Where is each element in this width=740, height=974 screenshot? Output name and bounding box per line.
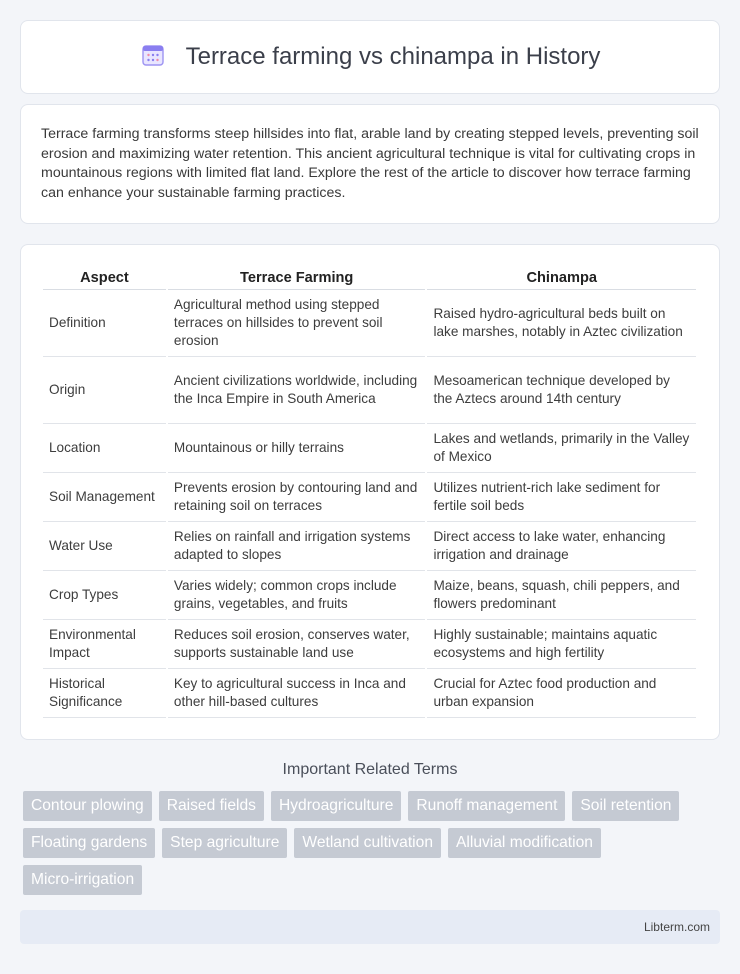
terrace-cell: Varies widely; common crops include grains, vegetables, and fruits xyxy=(167,570,427,619)
comparison-table xyxy=(43,265,698,718)
table-row xyxy=(43,570,697,619)
aspect-cell: Crop Types xyxy=(43,570,167,619)
terrace-cell: Relies on rainfall and irrigation systems adapted to slopes xyxy=(167,521,427,570)
tag-micro-irrigation[interactable]: Micro-irrigation xyxy=(23,865,142,895)
table-row xyxy=(43,356,697,423)
terrace-cell: Reduces soil erosion, conserves water, supports sustainable land use xyxy=(167,619,427,668)
table-row xyxy=(43,668,697,717)
chinampa-cell: Utilizes nutrient-rich lake sediment for fertile soil beds xyxy=(426,472,697,521)
aspect-cell: Water Use xyxy=(43,521,167,570)
tag-alluvial-modification[interactable]: Alluvial modification xyxy=(448,828,601,858)
tag-runoff-management[interactable]: Runoff management xyxy=(408,791,565,821)
aspect-cell: Origin xyxy=(43,356,167,423)
chinampa-cell: Lakes and wetlands, primarily in the Valley of Mexico xyxy=(426,423,697,472)
tag-contour-plowing[interactable]: Contour plowing xyxy=(23,791,152,821)
header-card xyxy=(20,20,720,94)
header-aspect: Aspect xyxy=(43,265,167,289)
tag-floating-gardens[interactable]: Floating gardens xyxy=(23,828,155,858)
chinampa-cell: Direct access to lake water, enhancing irrigation and drainage xyxy=(426,521,697,570)
terrace-cell: Prevents erosion by contouring land and retaining soil on terraces xyxy=(167,472,427,521)
aspect-cell: Environmental Impact xyxy=(43,619,167,668)
header-chinampa: Chinampa xyxy=(426,265,697,289)
calendar-icon xyxy=(140,42,166,73)
footer xyxy=(20,910,720,944)
aspect-cell: Location xyxy=(43,423,167,472)
tag-step-agriculture[interactable]: Step agriculture xyxy=(162,828,287,858)
intro-card xyxy=(20,104,720,224)
related-terms-title: Important Related Terms xyxy=(282,761,458,778)
header-terrace-farming: Terrace Farming xyxy=(167,265,427,289)
chinampa-cell: Raised hydro-agricultural beds built on lake marshes, notably in Aztec civilization xyxy=(426,289,697,356)
table-row xyxy=(43,289,697,356)
terrace-cell: Ancient civilizations worldwide, including the Inca Empire in South America xyxy=(167,356,427,423)
table-row xyxy=(43,521,697,570)
aspect-cell: Soil Management xyxy=(43,472,167,521)
tag-soil-retention[interactable]: Soil retention xyxy=(572,791,679,821)
terrace-cell: Key to agricultural success in Inca and other hill-based cultures xyxy=(167,668,427,717)
chinampa-cell: Maize, beans, squash, chili peppers, and flowers predominant xyxy=(426,570,697,619)
related-terms-list xyxy=(23,791,723,895)
tag-hydroagriculture[interactable]: Hydroagriculture xyxy=(271,791,401,821)
terrace-cell: Mountainous or hilly terrains xyxy=(167,423,427,472)
aspect-cell: Historical Significance xyxy=(43,668,167,717)
table-row xyxy=(43,423,697,472)
table-row xyxy=(43,619,697,668)
page-title: Terrace farming vs chinampa in History xyxy=(185,43,601,70)
title-wrap xyxy=(140,42,601,73)
chinampa-cell: Crucial for Aztec food production and urban expansion xyxy=(426,668,697,717)
terrace-cell: Agricultural method using stepped terraces on hillsides to prevent soil erosion xyxy=(167,289,427,356)
table-header-row xyxy=(43,265,697,289)
tag-wetland-cultivation[interactable]: Wetland cultivation xyxy=(294,828,441,858)
table-row xyxy=(43,472,697,521)
tag-raised-fields[interactable]: Raised fields xyxy=(159,791,264,821)
aspect-cell: Definition xyxy=(43,289,167,356)
comparison-table-card xyxy=(20,244,720,740)
intro-text: Terrace farming transforms steep hillsides into flat, arable land by creating stepped levels, preventing soil erosion and maximizing water retention. This ancient agricultural technique is vital for cultivating crops in mountainous regions with limited flat land. Explore the rest of the article to discover how terrace farming can enhance your sustainable farming practices. xyxy=(41,126,699,201)
chinampa-cell: Mesoamerican technique developed by the Aztecs around 14th century xyxy=(426,356,697,423)
footer-site-link[interactable]: Libterm.com xyxy=(643,920,710,934)
chinampa-cell: Highly sustainable; maintains aquatic ecosystems and high fertility xyxy=(426,619,697,668)
